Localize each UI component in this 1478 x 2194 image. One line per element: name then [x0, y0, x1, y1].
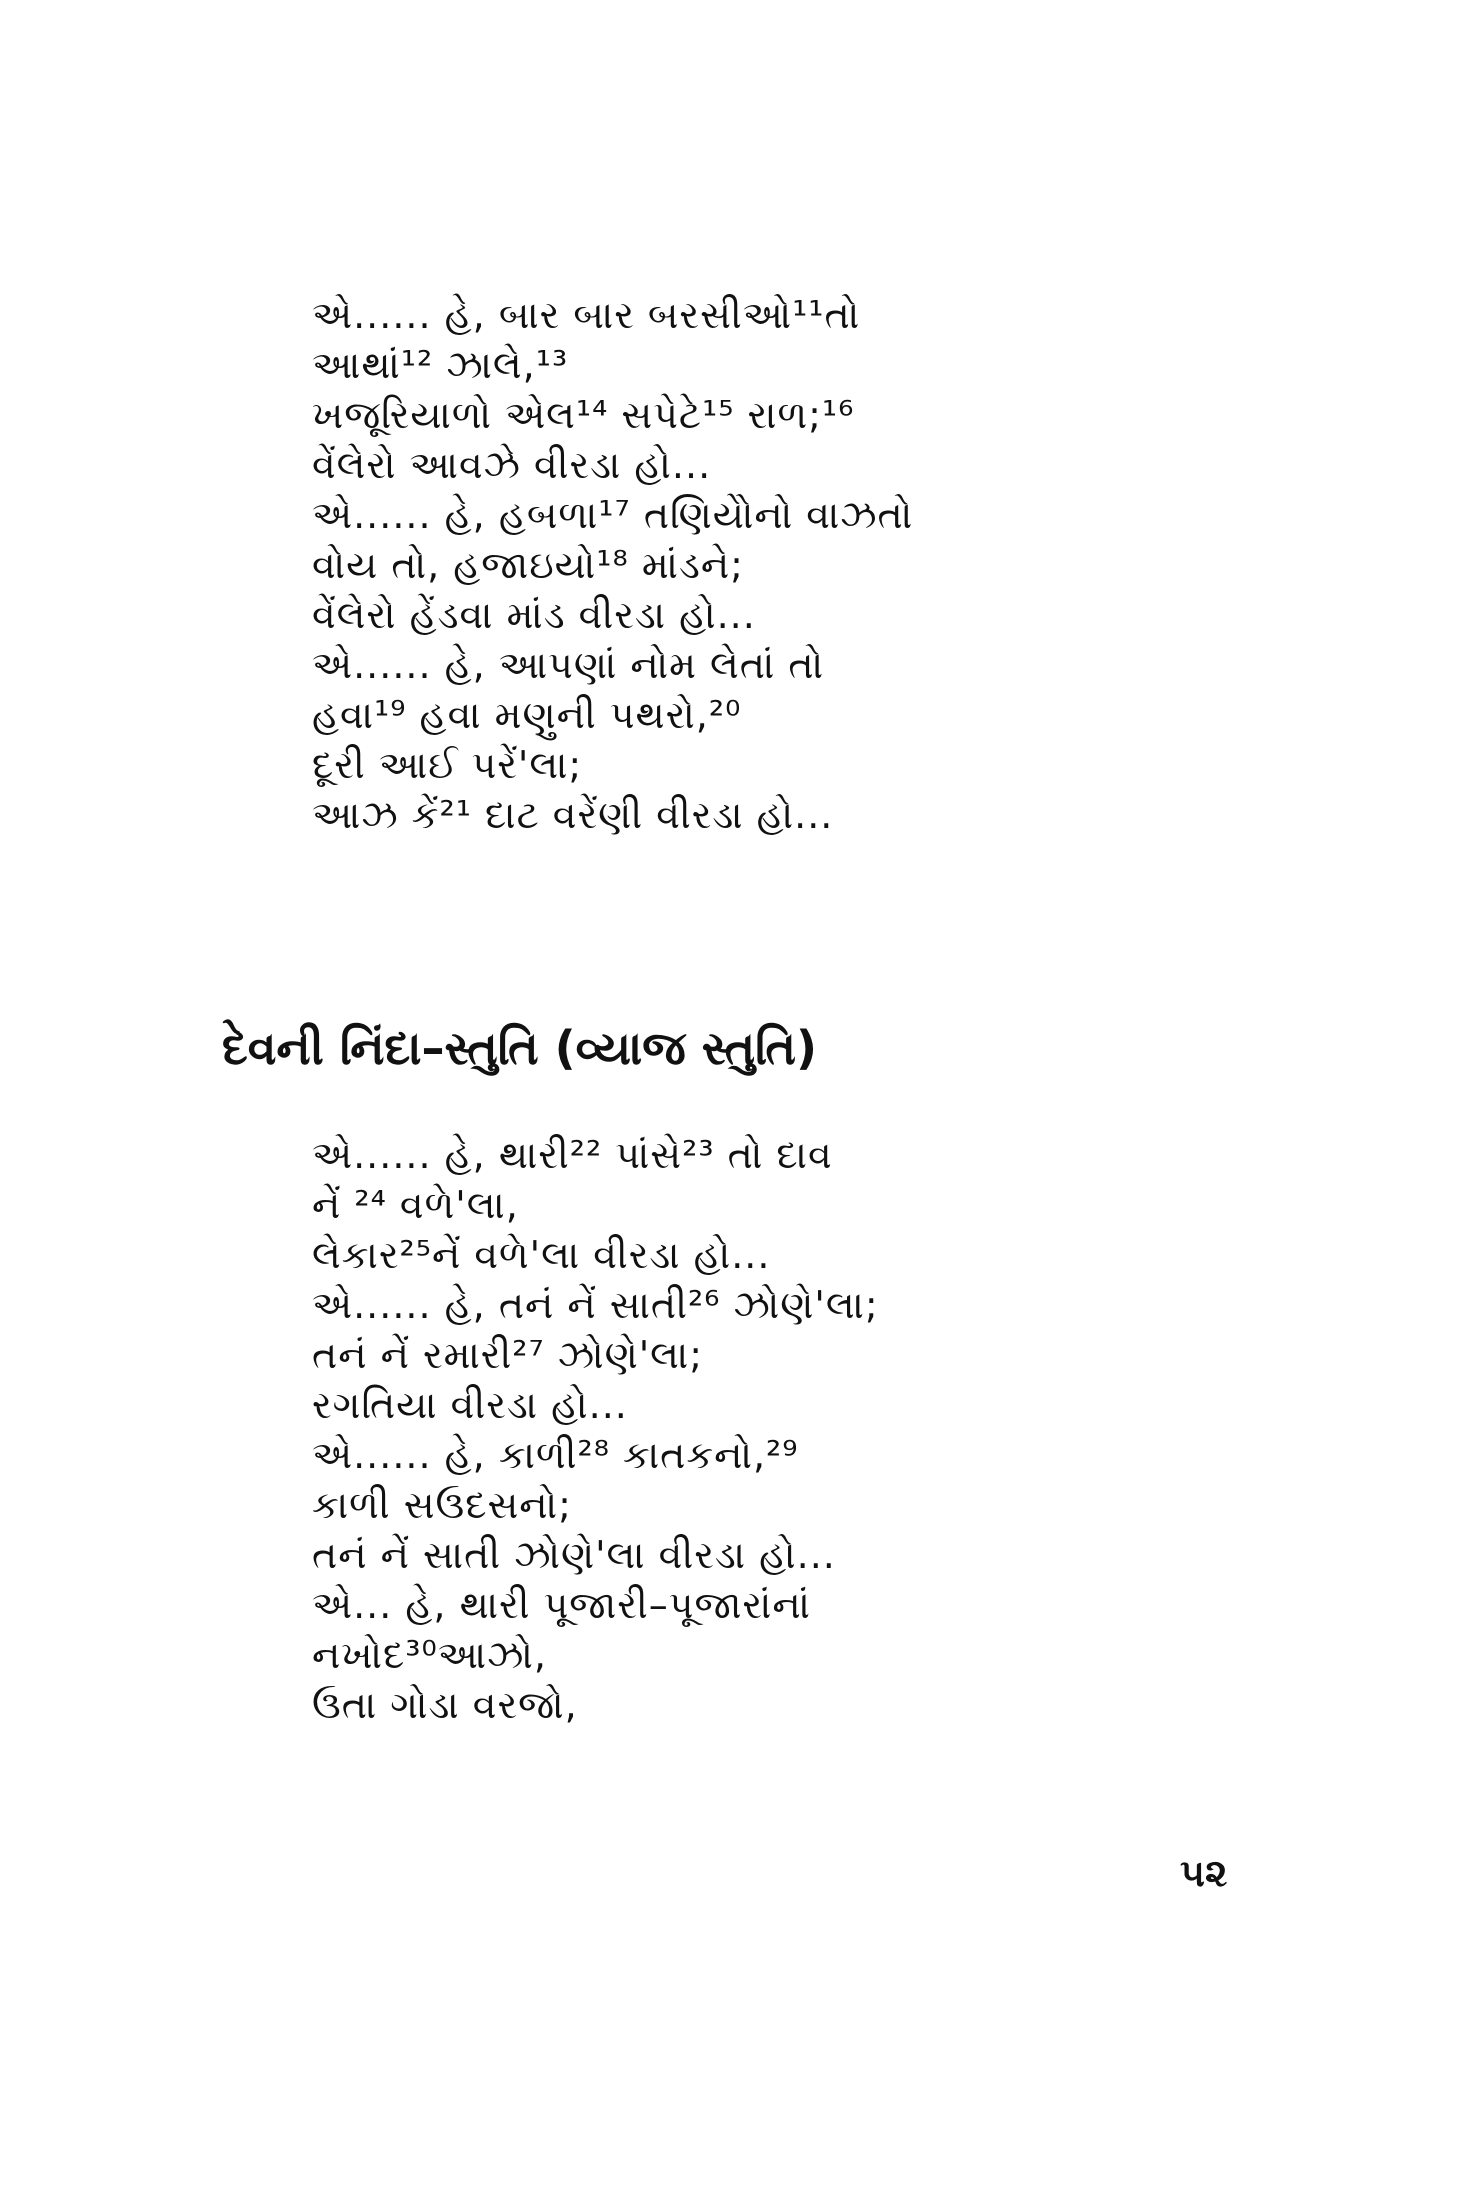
verse-line: એ...... હે, કાળી²⁸ કાતકનો,²⁹	[312, 1433, 799, 1477]
verse-line: લેકાર²⁵નેં વળે'લા વીરડા હો...	[312, 1233, 771, 1277]
verse-line: હવા¹⁹ હવા મણુની પથરો,²⁰	[312, 693, 742, 737]
verse-line: એ...... હે, તનં નેં સાતી²⁶ ઝોણે'લા;	[312, 1283, 879, 1327]
verse-line: વોય તો, હજાઇયો¹⁸ માંડને;	[312, 543, 744, 587]
verse-line: વેંલેરો આવઝે વીરડા હો...	[312, 443, 712, 487]
verse-line: નખોદ³⁰આઝો,	[312, 1633, 547, 1677]
verse-line: એ...... હે, બાર બાર બરસીઓ¹¹તો	[312, 293, 861, 337]
verse-line: ઉતા ગોડા વરજો,	[312, 1683, 578, 1727]
page-number: ૫૨	[1180, 1851, 1228, 1895]
verse-line: વેંલેરો હેંડવા માંડ વીરડા હો...	[312, 593, 756, 637]
verse-line: એ...... હે, હબળા¹⁷ તણિયેોનો વાઝતો	[312, 493, 914, 537]
verse-line: તનં નેં સાતી ઝોણે'લા વીરડા હો...	[312, 1533, 836, 1577]
verse-line: એ... હે, થારી પૂજારી–પૂજારાંનાં	[312, 1583, 811, 1627]
verse-line: કાળી સઉદસનો;	[312, 1483, 572, 1527]
verse-line: તનં નેં રમારી²⁷ ઝોણે'લા;	[312, 1333, 703, 1377]
section-heading: દેવની નિંદા–સ્તુતિ (વ્યાજ સ્તુતિ)	[222, 1021, 817, 1075]
verse-line: આઝ કેં²¹ દાટ વરેંણી વીરડા હો...	[312, 793, 834, 837]
verse-line: નેં ²⁴ વળે'લા,	[312, 1183, 519, 1227]
verse-line: ખજૂરિયાળો એલ¹⁴ સપેટે¹⁵ રાળ;¹⁶	[312, 393, 855, 437]
verse-line: આથાં¹² ઝાલે,¹³	[312, 343, 569, 387]
verse-line: એ...... હે, થારી²² પાંસે²³ તો દાવ	[312, 1133, 833, 1177]
verse-line: રગતિયા વીરડા હો...	[312, 1383, 628, 1427]
verse-line: એ...... હે, આપણાં નોમ લેતાં તો	[312, 643, 825, 687]
verse-line: દૂરી આઈ પરેં'લા;	[312, 743, 583, 787]
